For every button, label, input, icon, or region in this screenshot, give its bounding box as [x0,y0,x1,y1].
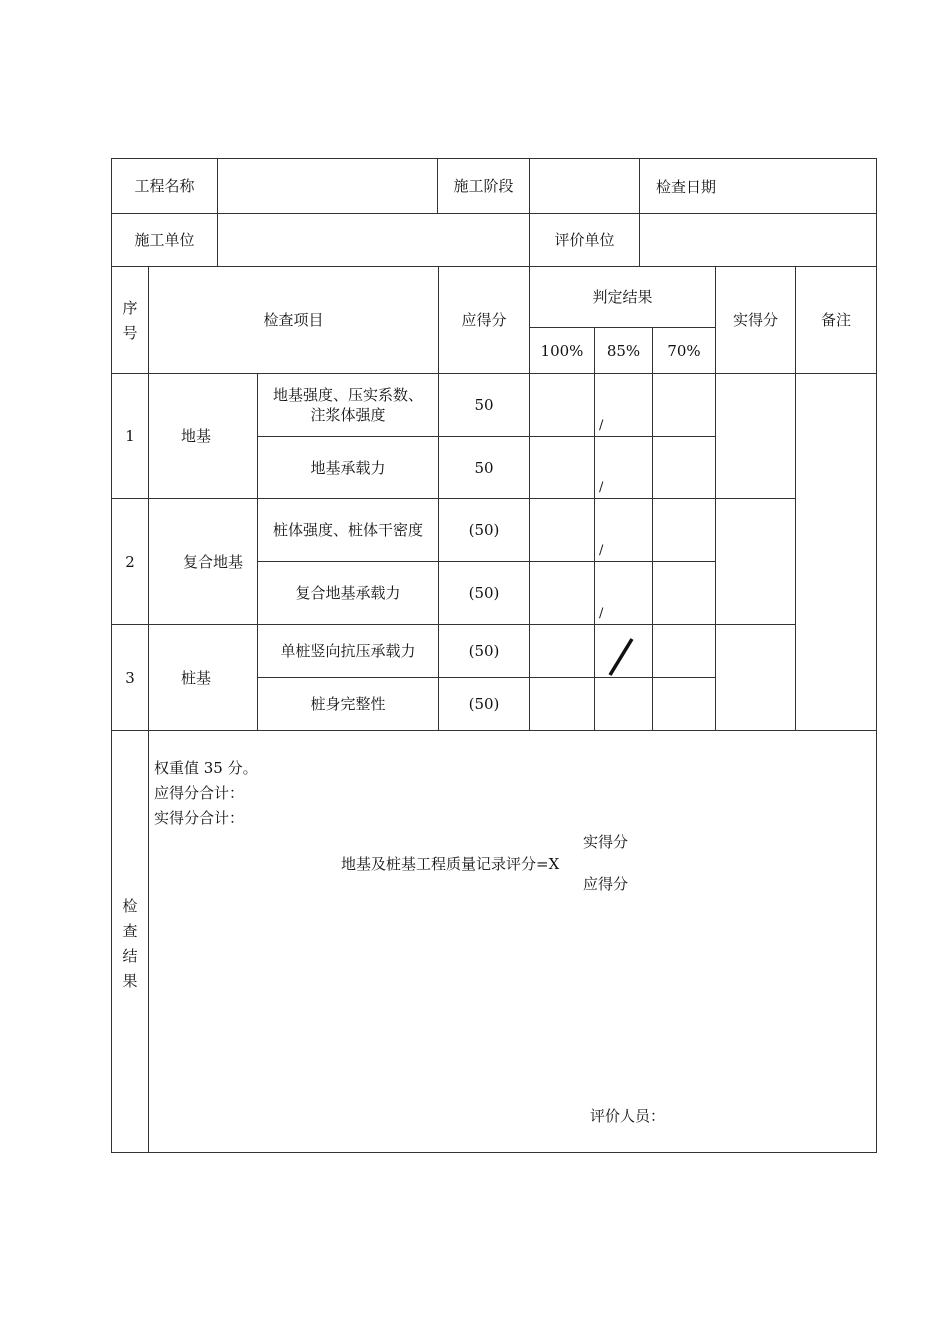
actual-score-header: 实得分 [732,311,778,329]
actual-total-text: 实得分合计： [154,809,245,827]
seq-header-char-2: 号 [122,324,138,342]
result-label-char: 结 [122,947,138,965]
pct-100-header: 100% [540,341,584,360]
seq-header-char-1: 序 [122,299,138,317]
not-applicable-mark: / [599,480,604,495]
result-label-char: 检 [122,897,138,915]
check-item: 桩身完整性 [310,695,386,713]
check-item: 单桩竖向抗压承载力 [280,642,416,660]
group-seq: 3 [125,668,135,687]
judgement-header: 判定结果 [592,288,653,306]
check-item: 地基承载力 [310,458,386,477]
result-label-char: 果 [122,972,138,990]
group-name: 复合地基 [182,552,243,571]
due-score: (50) [468,642,500,660]
item-header: 检查项目 [263,311,324,329]
pct-85-header: 85% [606,341,641,360]
check-item: 地基强度、压实系数、注浆体强度 [272,386,423,424]
group-seq: 2 [125,552,135,571]
due-score: 50 [474,396,494,414]
contractor-value[interactable] [218,214,529,266]
pct-70-header: 70% [667,341,701,360]
check-item: 复合地基承载力 [295,584,401,602]
due-total-text: 应得分合计： [154,784,245,802]
group-seq: 1 [125,427,135,445]
stage-label: 施工阶段 [453,177,514,195]
formula-numerator: 实得分 [583,833,629,851]
weight-text: 权重值 35 分。 [154,759,258,777]
evaluator-unit-label: 评价单位 [554,231,615,249]
formula-main: 地基及桩基工程质量记录评分=X [341,855,560,873]
due-score: 50 [474,458,494,477]
group-name: 地基 [180,427,211,445]
stage-value[interactable] [530,159,639,213]
not-applicable-mark: / [599,606,604,621]
not-applicable-mark: / [599,543,604,558]
group-name: 桩基 [180,668,211,687]
formula-denominator: 应得分 [583,875,629,893]
seq-header [120,296,140,346]
check-date-label: 检查日期 [656,177,717,196]
strike-mark [600,636,640,678]
result-label [120,894,140,994]
result-label-char: 查 [122,922,138,940]
due-score: (50) [468,695,500,713]
not-applicable-mark: / [599,418,604,433]
project-name-value[interactable] [218,159,437,213]
contractor-label: 施工单位 [134,231,195,249]
evaluator-unit-value[interactable] [640,214,876,266]
project-name-label: 工程名称 [134,177,195,195]
due-score-header: 应得分 [461,311,507,329]
due-score: (50) [468,521,500,539]
evaluator-signature-label: 评价人员： [590,1107,666,1125]
check-item: 桩体强度、桩体干密度 [272,521,423,539]
remarks-header: 备注 [820,311,851,329]
due-score: (50) [468,584,500,602]
